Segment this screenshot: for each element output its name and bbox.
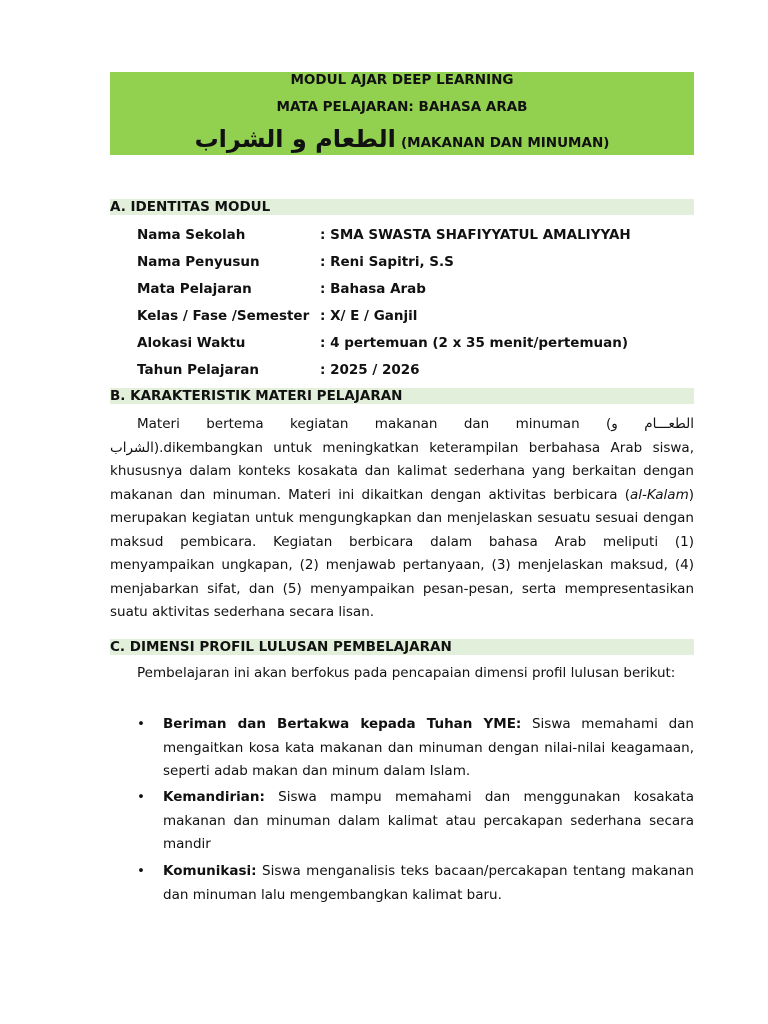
- title-banner: [110, 72, 694, 155]
- list-item: [137, 786, 694, 857]
- identity-label: Nama Sekolah: [137, 227, 246, 243]
- subject-title: MATA PELAJARAN: BAHASA ARAB: [276, 99, 528, 115]
- identity-value: : Bahasa Arab: [320, 281, 426, 297]
- identity-value: : 4 pertemuan (2 x 35 menit/pertemuan): [320, 335, 629, 351]
- identity-value: : Reni Sapitri, S.S: [320, 254, 454, 270]
- section-c-heading: C. DIMENSI PROFIL LULUSAN PEMBELAJARAN: [110, 639, 694, 655]
- list-item: [137, 860, 694, 907]
- list-item-text: Siswa mampu memahami dan menggunakan kosakata makanan dan minuman dalam kalimat atau percakapan sederhana secara mandir: [163, 789, 694, 852]
- identity-row: [137, 253, 454, 271]
- identity-value: : 2025 / 2026: [320, 362, 420, 378]
- identity-row: [137, 361, 420, 379]
- identity-label: Kelas / Fase /Semester: [137, 308, 310, 324]
- topic-title: [110, 124, 694, 158]
- identity-label: Alokasi Waktu: [137, 335, 246, 351]
- bullet-icon: •: [137, 716, 145, 732]
- topic-translation: (MAKANAN DAN MINUMAN): [400, 135, 610, 151]
- bullet-icon: •: [137, 789, 145, 805]
- arabic-topic-title: الطعام و الشراب: [194, 125, 396, 153]
- bullet-icon: •: [137, 863, 145, 879]
- list-item-title: Beriman dan Bertakwa kepada Tuhan YME:: [163, 716, 522, 732]
- module-title: MODUL AJAR DEEP LEARNING: [290, 72, 514, 88]
- italic-term: al-Kalam: [630, 486, 689, 503]
- paragraph-text: ) merupakan kegiatan untuk mengungkapkan dan menjelaskan sesuatu sesuai dengan maksud pembicara. Kegiatan berbicara dalam bahasa Arab meliputi (1) menyampaikan ungkapan, (2) menjawab pertanyaan, (3) menjelaskan maksud, (4) menjabarkan sifat, dan (5) menyampaikan pesan-pesan, serta mempresentasikan suatu aktivitas sederhana secara lisan.: [110, 486, 694, 620]
- identity-value: : SMA SWASTA SHAFIYYATUL AMALIYYAH: [320, 227, 631, 243]
- list-item: [137, 713, 694, 784]
- identity-label: Nama Penyusun: [137, 254, 260, 270]
- paragraph-text: Materi bertema kegiatan makanan dan minuman (: [137, 416, 612, 432]
- profile-intro: Pembelajaran ini akan berfokus pada pencapaian dimensi profil lulusan berikut:: [137, 665, 676, 681]
- list-item-title: Komunikasi:: [163, 863, 257, 879]
- identity-row: [137, 334, 628, 352]
- identity-row: [137, 226, 631, 244]
- list-item-text: Siswa memahami dan mengaitkan kosa kata makanan dan minuman dengan nilai-nilai keagamaan, seperti adab makan dan minum dalam Islam.: [163, 716, 694, 779]
- list-item-text: Siswa menganalisis teks bacaan/percakapan tentang makanan dan minuman lalu mengembangkan kalimat baru.: [163, 863, 694, 903]
- identity-label: Tahun Pelajaran: [137, 362, 260, 378]
- material-paragraph: [110, 413, 694, 625]
- section-a-heading: A. IDENTITAS MODUL: [110, 199, 694, 215]
- identity-label: Mata Pelajaran: [137, 281, 252, 297]
- identity-row: [137, 307, 417, 325]
- section-b-heading: B. KARAKTERISTIK MATERI PELAJARAN: [110, 388, 694, 404]
- arabic-phrase: الطعـــام و الشراب: [110, 416, 694, 456]
- identity-row: [137, 280, 426, 298]
- identity-value: : X/ E / Ganjil: [320, 308, 418, 324]
- list-item-title: Kemandirian:: [163, 789, 265, 805]
- paragraph-text: ).dikembangkan untuk meningkatkan keterampilan berbahasa Arab siswa, khususnya dalam konteks kosakata dan kalimat sederhana yang berkaitan dengan makanan dan minuman. Materi ini dikaitkan dengan aktivitas berbicara (: [110, 439, 694, 503]
